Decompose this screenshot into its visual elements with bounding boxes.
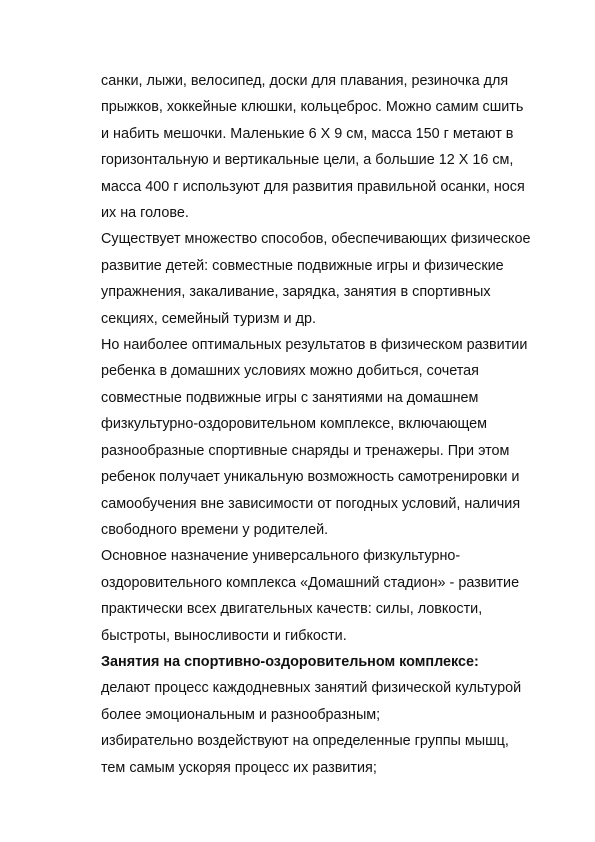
text-line: и набить мешочки. Маленькие 6 Х 9 см, масса 150 г метают в [101,125,514,142]
text-line: разнообразные спортивные снаряды и тренажеры. При этом [101,442,510,459]
text-line: Но наиболее оптимальных результатов в физическом развитии [101,337,528,354]
text-line: упражнения, закаливание, зарядка, занятия в спортивных [101,284,491,301]
text-line: тем самым ускоряя процесс их развития; [101,759,377,776]
text-line: свободного времени у родителей. [101,521,329,538]
text-line: избирательно воздействуют на определенные группы мышц, [101,733,509,750]
text-line: прыжков, хоккейные клюшки, кольцеброс. Можно самим сшить [101,99,524,116]
text-line: горизонтальную и вертикальные цели, а большие 12 Х 16 см, [101,152,514,169]
text-line: масса 400 г используют для развития правильной осанки, нося [101,178,525,195]
text-line: Существует множество способов, обеспечивающих физическое [101,231,531,248]
text-line: оздоровительного комплекса «Домашний стадион» - развитие [101,574,520,591]
text-line: Основное назначение универсального физкультурно- [101,548,461,565]
text-line: секциях, семейный туризм и др. [101,310,316,327]
text-line: санки, лыжи, велосипед, доски для плавания, резиночка для [101,73,509,89]
text-line: делают процесс каждодневных занятий физической культурой [101,680,522,697]
text-line: ребенок получает уникальную возможность самотренировки и [101,469,520,486]
text-line: ребенка в домашних условиях можно добиться, сочетая [101,363,479,380]
section-heading: Занятия на спортивно-оздоровительном комплексе: [101,653,479,670]
body-text [101,68,541,781]
text-line: физкультурно-оздоровительном комплексе, включающем [101,416,488,433]
text-line: практически всех двигательных качеств: силы, ловкости, [101,601,483,618]
text-line: быстроты, выносливости и гибкости. [101,627,347,644]
text-line: более эмоциональным и разнообразным; [101,706,381,723]
text-line: их на голове. [101,205,189,222]
text-line: развитие детей: совместные подвижные игры и физические [101,257,504,274]
text-line: самообучения вне зависимости от погодных условий, наличия [101,495,521,512]
text-line: совместные подвижные игры с занятиями на домашнем [101,389,479,406]
